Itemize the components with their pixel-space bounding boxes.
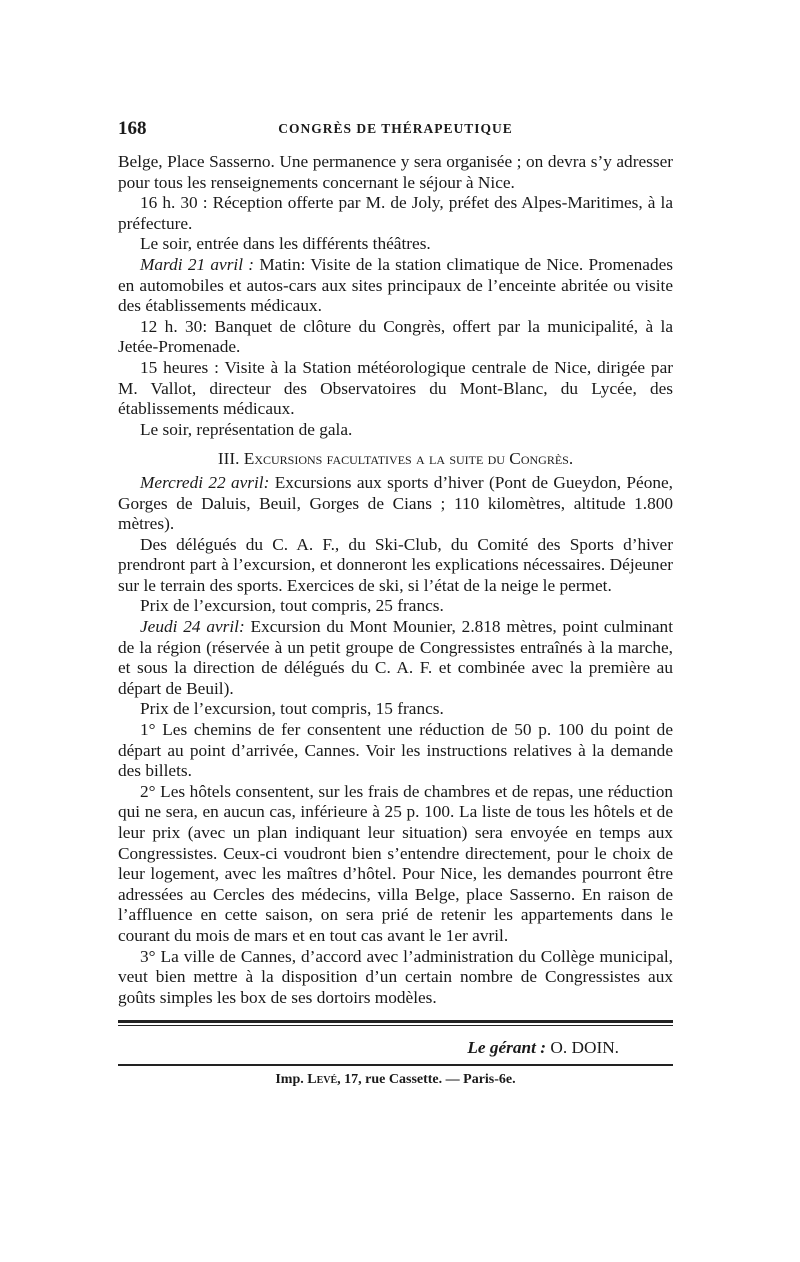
paragraph-jeudi-text: Excursion du Mont Mounier, 2.818 mètres, point culminant de la région (réservée à un petit groupe de Congressistes entraînés à la marche, et sous la direction de délégués du C. A. F. et combinée avec la première au départ de Beuil). [118, 617, 673, 698]
running-title: CONGRÈS DE THÉRAPEUTIQUE [278, 121, 513, 136]
section-title: Excursions facultatives a la suite du Congrès. [243, 449, 574, 469]
paragraph-station: 15 heures : Visite à la Station météorologique centrale de Nice, dirigée par M. Vallot, directeur des Observatoires du Mont-Blanc, du Lycée, des établissements médicaux. [118, 357, 673, 419]
paragraph-delegues: Des délégués du C. A. F., du Ski-Club, du Comité des Sports d’hiver prendront part à l’excursion, et donneront les explications nécessaires. Déjeuner sur le terrain des sports. Exercices de ski, si l’état de la neige le permet. [118, 534, 673, 595]
paragraph-theatres: Le soir, entrée dans les différents théâtres. [140, 234, 431, 254]
signature-name: O. DOIN. [550, 1038, 619, 1058]
page-number: 168 [118, 118, 147, 139]
paragraph-prix-25: Prix de l’excursion, tout compris, 25 francs. [140, 596, 444, 616]
date-lead-mercredi: Mercredi 22 avril: [140, 472, 270, 492]
paragraph-mardi [118, 255, 673, 317]
body-text [118, 152, 673, 1008]
paragraph-mercredi [118, 473, 673, 535]
paragraph-banquet: 12 h. 30: Banquet de clôture du Congrès, offert par la municipalité, à la Jetée-Promenade. [118, 316, 673, 357]
double-rule-divider [118, 1020, 673, 1026]
paragraph-chemins-de-fer: 1° Les chemins de fer consentent une réduction de 50 p. 100 du point de départ au point d’arrivée, Cannes. Voir les instructions relatives à la demande des billets. [118, 720, 673, 781]
paragraph-mardi-text: Matin: Visite de la station climatique de Nice. Promenades en automobiles et autos-cars aux sites principaux de l’enceinte abritée ou visite des établissements médicaux. [118, 254, 673, 316]
section-numeral: III. [217, 449, 240, 469]
paragraph-prix-15: Prix de l’excursion, tout compris, 15 francs. [140, 699, 444, 719]
paragraph-gala: Le soir, représentation de gala. [140, 419, 353, 439]
imprint-address: , 17, rue Cassette. — Paris-6e. [337, 1072, 516, 1088]
date-lead-mardi: Mardi 21 avril : [140, 254, 255, 274]
paragraph-jeudi [118, 617, 673, 699]
signature-label: Le gérant : [467, 1038, 547, 1058]
signature [118, 1038, 619, 1058]
paragraph-mercredi-text: Excursions aux sports d’hiver (Pont de Gueydon, Péone, Gorges de Daluis, Beuil, Gorges de Cians ; 110 kilomètres, altitude 1.800 mètres). [118, 472, 673, 534]
paragraph-reception: 16 h. 30 : Réception offerte par M. de Joly, préfet des Alpes-Maritimes, à la préfecture. [118, 193, 673, 233]
imprint-printer: Levé [307, 1072, 338, 1088]
rule-divider [118, 1064, 673, 1066]
paragraph-cannes: 3° La ville de Cannes, d’accord avec l’administration du Collège municipal, veut bien mettre à la disposition d’un certain nombre de Congressistes aux goûts simples les box de ses dortoirs modèles. [118, 946, 673, 1007]
section-heading [118, 449, 673, 470]
running-header [118, 118, 673, 144]
imprint [118, 1072, 673, 1088]
paragraph-hotels: 2° Les hôtels consentent, sur les frais de chambres et de repas, une réduction qui ne sera, en aucun cas, inférieure à 25 p. 100. La liste de tous les hôtels et de leur prix (avec un plan indiquant leur situation) sera envoyée en temps aux Congressistes. Ceux-ci voudront bien s’entendre directement, pour le choix de leur logement, avec les maîtres d’hôtel. Pour Nice, les demandes pourront être adressées au Cercles des médecins, villa Belge, place Sasserno. En raison de l’affluence en cette saison, on sera prié de retenir les appartements dans le courant du mois de mars et en tout cas avant le 1er avril. [118, 781, 673, 945]
date-lead-jeudi: Jeudi 24 avril: [140, 617, 245, 637]
page [118, 118, 673, 1088]
imprint-prefix: Imp. [275, 1072, 304, 1088]
paragraph-belge: Belge, Place Sasserno. Une permanence y sera organisée ; on devra s’y adresser pour tous les renseignements concernant le séjour à Nice. [118, 152, 673, 192]
